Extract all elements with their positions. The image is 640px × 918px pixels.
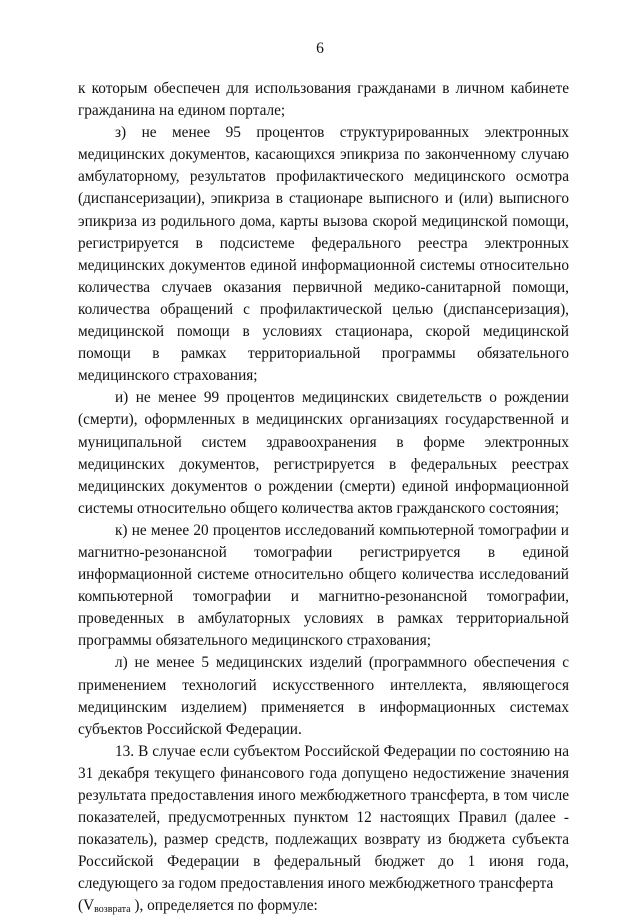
paragraph-continuation: к которым обеспечен для использования гражданами в личном кабинете гражданина на едином портале; [78, 80, 569, 120]
paragraph-item-k: к) не менее 20 процентов исследований компьютерной томографии и магнитно-резонансной томографии регистрируется в единой информационной системе относительно общего количества исследований компьютерной томографии и магнитно-резонансной томографии, проведенных в амбулаторных условиях в рамках территориальной программы обязательного медицинского страхования; [78, 521, 569, 650]
formula-open: (V [78, 897, 95, 915]
document-body [78, 78, 569, 918]
paragraph-item-i: и) не менее 99 процентов медицинских свидетельств о рождении (смерти), оформленных в медицинских организациях государственной и муниципальной систем здравоохранения в форме электронных медицинских документов, регистрируется в федеральных реестрах медицинских документов о рождении (смерти) единой информационной системы относительно общего количества актов гражданского состояния; [78, 389, 569, 517]
formula-intro-line [78, 895, 569, 917]
formula-close: ), определяется по формуле: [130, 897, 318, 915]
paragraph-item-l: л) не менее 5 медицинских изделий (программного обеспечения с применением технологий искусственного интеллекта, являющегося медицинским изделием) применяется в информационных системах субъектов Российской Федерации. [78, 654, 569, 738]
page-number: 6 [316, 40, 324, 57]
paragraph-13: 13. В случае если субъектом Российской Федерации по состоянию на 31 декабря текущего финансового года допущено недостижение значения результата предоставления иного межбюджетного трансферта, в том числе показателей, предусмотренных пунктом 12 настоящих Правил (далее - показатель), размер средств, подлежащих возврату из бюджета субъекта Российской Федерации в федеральный бюджет до 1 июня года, следующего за годом предоставления иного межбюджетного трансферта [78, 742, 569, 893]
formula-subscript: возврата [94, 904, 131, 916]
paragraph-item-z: з) не менее 95 процентов структурированных электронных медицинских документов, касающихся эпикриза по законченному случаю амбулаторному, результатов профилактического медицинского осмотра (диспансеризации), эпикриза в стационаре выписного и (или) выписного эпикриза из родильного дома, карты вызова скорой медицинской помощи, регистрируется в подсистеме федерального реестра электронных медицинских документов единой информационной системы относительно количества случаев оказания первичной медико-санитарной помощи, количества обращений с профилактической целью (диспансеризация), медицинской помощи в условиях стационара, скорой медицинской помощи в рамках территориальной программы обязательного медицинского страхования; [78, 124, 569, 385]
